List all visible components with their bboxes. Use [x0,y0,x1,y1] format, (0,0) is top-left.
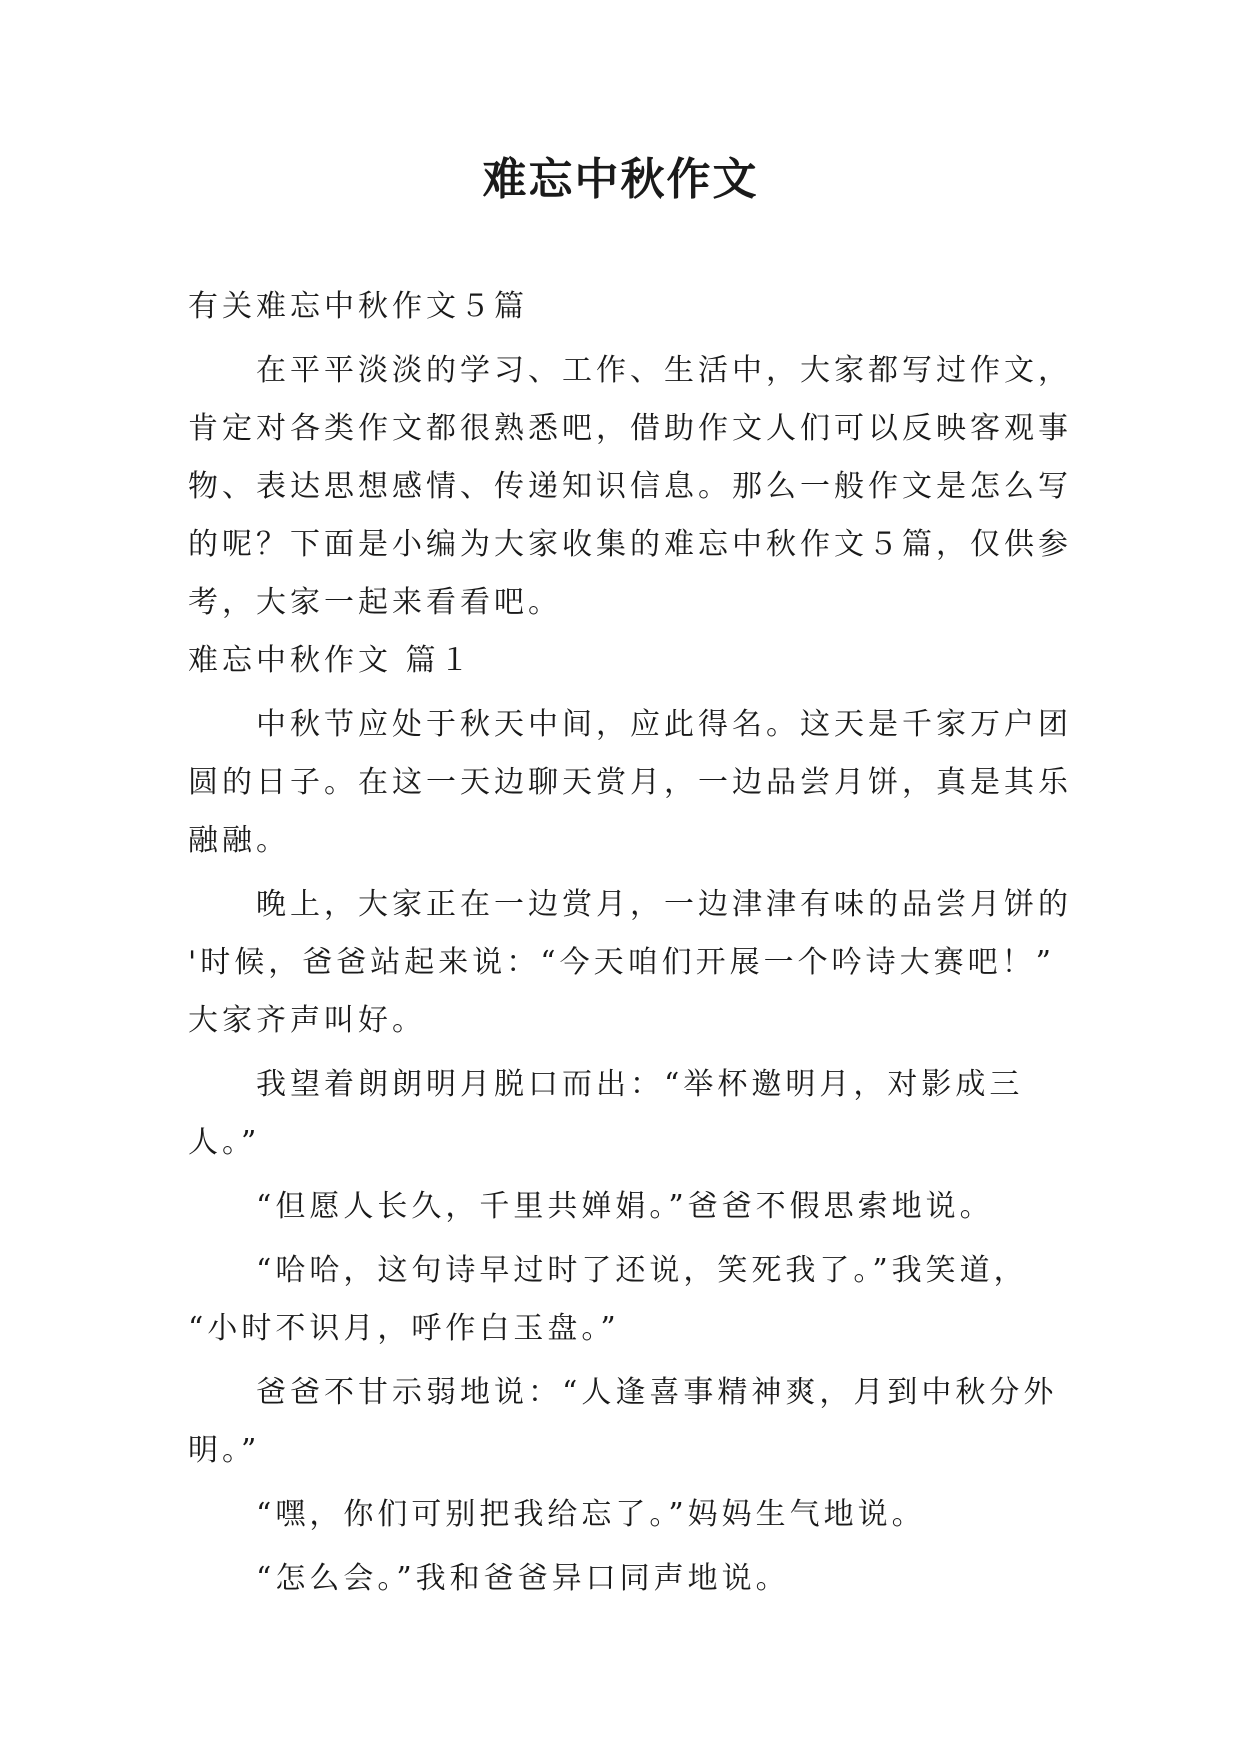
paragraph-line: 人。” [188,1125,261,1160]
article-heading: 有关难忘中秋作文５篇 [188,289,528,324]
paragraph-line: “小时不识月，呼作白玉盘。” [188,1311,620,1346]
paragraph-1 [188,705,1072,861]
paragraph-line: 大家齐声叫好。 [188,1003,426,1038]
paragraph-7: “嘿，你们可别把我给忘了。”妈妈生气地说。 [256,1497,926,1532]
intro-paragraph [188,351,1072,623]
paragraph-5 [188,1251,1068,1349]
intro-line: 肯定对各类作文都很熟悉吧，借助作文人们可以反映客观事 [188,411,1072,446]
paragraph-6 [188,1373,1068,1471]
paragraph-line: '时候，爸爸站起来说：“今天咱们开展一个吟诗大赛吧！” [188,945,1055,980]
paragraph-line: 圆的日子。在这一天边聊天赏月，一边品尝月饼，真是其乐 [188,765,1072,800]
paragraph-line: 晚上，大家正在一边赏月，一边津津有味的品尝月饼的 [256,887,1072,922]
paragraph-2 [188,885,1072,1041]
intro-line: 考，大家一起来看看吧。 [188,585,562,620]
document-title: 难忘中秋作文 [482,154,759,205]
paragraph-line: 融融。 [188,823,290,858]
intro-line: 的呢？下面是小编为大家收集的难忘中秋作文５篇，仅供参 [188,527,1072,562]
paragraph-line: 爸爸不甘示弱地说：“人逢喜事精神爽，月到中秋分外 [256,1375,1058,1410]
paragraph-3 [188,1065,1068,1163]
section-title: 难忘中秋作文 篇１ [188,643,474,678]
paragraph-line: 中秋节应处于秋天中间，应此得名。这天是千家万户团 [256,707,1072,742]
intro-line: 物、表达思想感情、传递知识信息。那么一般作文是怎么写 [188,469,1072,504]
paragraph-line: 明。” [188,1433,261,1468]
document-body [188,287,1072,1599]
paragraph-8: “怎么会。”我和爸爸异口同声地说。 [256,1561,790,1596]
paragraph-4: “但愿人长久，千里共婵娟。”爸爸不假思索地说。 [256,1189,994,1224]
paragraph-line: “哈哈，这句诗早过时了还说，笑死我了。”我笑道， [256,1253,1028,1288]
paragraph-line: 我望着朗朗明月脱口而出：“举杯邀明月，对影成三 [256,1067,1024,1102]
intro-line: 在平平淡淡的学习、工作、生活中，大家都写过作文， [256,353,1072,388]
